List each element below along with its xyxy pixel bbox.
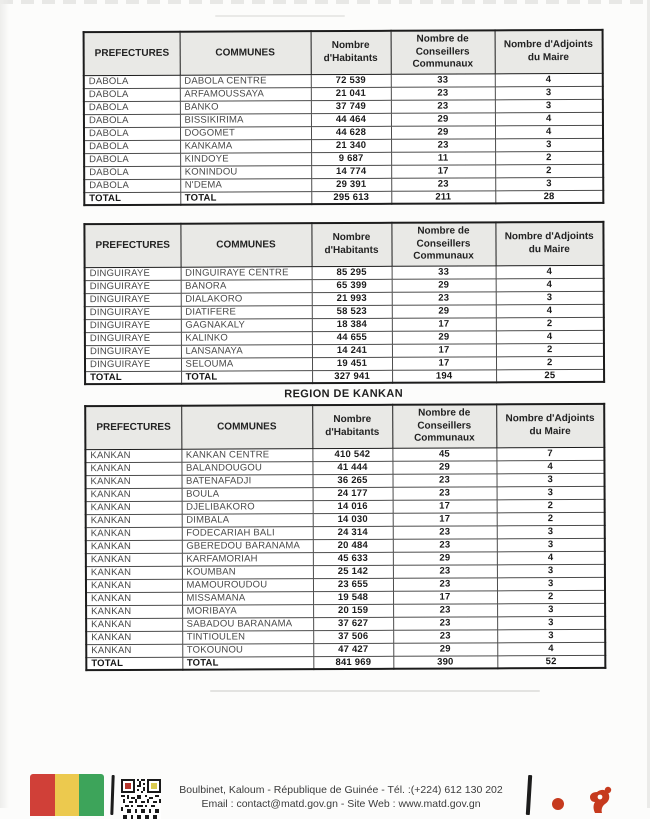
col-header-conseillers: Nombre de Conseillers Communaux: [392, 404, 496, 447]
habitants-cell: 23 655: [313, 578, 393, 591]
conseillers-cell: 23: [391, 177, 495, 190]
conseillers-cell: 211: [391, 190, 495, 203]
habitants-cell: 24 314: [313, 526, 393, 539]
adjoints-cell: 2: [496, 317, 604, 330]
habitants-cell: 45 633: [313, 552, 393, 565]
prefecture-cell: KANKAN: [86, 631, 182, 644]
conseillers-cell: 17: [393, 590, 497, 603]
prefecture-cell: DINGUIRAYE: [85, 319, 181, 332]
col-header-communes: COMMUNES: [180, 31, 311, 75]
habitants-cell: 72 539: [311, 74, 391, 87]
commune-cell: KONINDOU: [180, 165, 311, 179]
conseillers-cell: 23: [393, 616, 497, 629]
adjoints-cell: 4: [496, 278, 604, 291]
conseillers-cell: 17: [393, 512, 497, 525]
habitants-cell: 19 451: [312, 357, 392, 370]
commune-cell: DIMBALA: [182, 513, 313, 527]
habitants-cell: 37 506: [313, 630, 393, 643]
adjoints-cell: 52: [497, 655, 605, 668]
conseillers-cell: 17: [392, 317, 496, 330]
commune-cell: BISSIKIRIMA: [180, 113, 311, 127]
prefecture-cell: KANKAN: [86, 644, 182, 657]
habitants-cell: 44 628: [311, 126, 391, 139]
commune-cell: KINDOYE: [180, 152, 311, 166]
conseillers-cell: 17: [391, 164, 495, 177]
col-header-prefectures: PREFECTURES: [85, 406, 181, 449]
prefecture-cell: DABOLA: [84, 101, 180, 114]
col-header-adjoints: Nombre d'Adjoints du Maire: [495, 222, 603, 265]
prefecture-cell: DINGUIRAYE: [85, 332, 181, 345]
habitants-cell: 20 484: [313, 539, 393, 552]
adjoints-cell: 4: [496, 330, 604, 343]
habitants-cell: 18 384: [312, 318, 392, 331]
habitants-cell: 20 159: [313, 604, 393, 617]
prefecture-cell: KANKAN: [86, 618, 182, 631]
prefecture-cell: KANKAN: [86, 592, 182, 605]
prefecture-cell: DABOLA: [84, 140, 180, 153]
footer-contact: Email : contact@matd.gov.gn - Site Web : www.matd.gov.gn: [201, 798, 481, 810]
habitants-cell: 14 016: [313, 500, 393, 513]
prefecture-cell: DABOLA: [84, 153, 180, 166]
conseillers-cell: 29: [391, 112, 495, 125]
prefecture-cell: KANKAN: [86, 527, 182, 540]
habitants-cell: 29 391: [311, 178, 391, 191]
habitants-cell: 65 399: [312, 279, 392, 292]
col-header-conseillers: Nombre de Conseillers Communaux: [391, 222, 495, 265]
commune-cell: ARFAMOUSSAYA: [180, 87, 311, 101]
commune-cell: SABADOU BARANAMA: [182, 617, 313, 631]
prefecture-cell: DABOLA: [84, 166, 180, 179]
conseillers-cell: 23: [391, 138, 495, 151]
footer-text-block: [155, 783, 527, 811]
conseillers-cell: 45: [392, 447, 496, 460]
conseillers-cell: 23: [392, 473, 496, 486]
col-header-communes: COMMUNES: [180, 223, 311, 267]
conseillers-cell: 29: [392, 460, 496, 473]
prefecture-cell: DABOLA: [84, 75, 180, 88]
conseillers-cell: 23: [391, 99, 495, 112]
ministry-logo-icon: [545, 783, 635, 813]
prefecture-cell: DINGUIRAYE: [85, 345, 181, 358]
adjoints-cell: 2: [496, 356, 604, 369]
prefecture-cell: TOTAL: [85, 371, 181, 384]
prefecture-cell: KANKAN: [86, 553, 182, 566]
adjoints-cell: 3: [495, 99, 603, 112]
commune-cell: TOKOUNOU: [182, 643, 313, 657]
conseillers-cell: 11: [391, 151, 495, 164]
conseillers-cell: 23: [391, 86, 495, 99]
adjoints-cell: 3: [497, 603, 605, 616]
prefecture-cell: KANKAN: [86, 540, 182, 553]
conseillers-cell: 23: [393, 525, 497, 538]
habitants-cell: 41 444: [312, 461, 392, 474]
prefecture-cell: DABOLA: [84, 127, 180, 140]
commune-cell: KANKAMA: [180, 139, 311, 153]
conseillers-cell: 29: [391, 125, 495, 138]
prefecture-cell: DABOLA: [84, 179, 180, 192]
habitants-cell: 44 464: [311, 113, 391, 126]
adjoints-cell: 2: [497, 499, 605, 512]
prefecture-cell: TOTAL: [86, 657, 182, 670]
adjoints-cell: 2: [496, 343, 604, 356]
habitants-cell: 85 295: [312, 266, 392, 279]
commune-cell: MISSAMANA: [182, 591, 313, 605]
conseillers-cell: 23: [392, 291, 496, 304]
conseillers-cell: 33: [392, 265, 496, 278]
commune-cell: KALINKO: [181, 331, 312, 345]
habitants-cell: 295 613: [311, 191, 391, 204]
conseillers-cell: 17: [392, 356, 496, 369]
commune-cell: DJELIBAKORO: [182, 500, 313, 514]
habitants-cell: 25 142: [313, 565, 393, 578]
adjoints-cell: 3: [497, 629, 605, 642]
commune-cell: KOUMBAN: [182, 565, 313, 579]
habitants-cell: 44 655: [312, 331, 392, 344]
conseillers-cell: 23: [393, 564, 497, 577]
commune-cell: BANORA: [181, 279, 312, 293]
habitants-cell: 9 687: [311, 152, 391, 165]
commune-cell: MORIBAYA: [182, 604, 313, 618]
footer-separator: [110, 775, 114, 815]
adjoints-cell: 3: [495, 138, 603, 151]
commune-cell: SELOUMA: [181, 357, 312, 371]
flag-yellow-stripe: [55, 774, 80, 816]
conseillers-cell: 29: [393, 551, 497, 564]
commune-cell: BALANDOUGOU: [181, 461, 312, 475]
adjoints-cell: 2: [495, 164, 603, 177]
prefecture-cell: KANKAN: [85, 475, 181, 488]
prefecture-cell: KANKAN: [86, 566, 182, 579]
adjoints-cell: 4: [495, 112, 603, 125]
commune-cell: MAMOUROUDOU: [182, 578, 313, 592]
prefecture-cell: KANKAN: [86, 501, 182, 514]
conseillers-cell: 23: [393, 577, 497, 590]
prefecture-cell: KANKAN: [86, 579, 182, 592]
prefecture-cell: DABOLA: [84, 114, 180, 127]
adjoints-cell: 3: [496, 473, 604, 486]
region-title: REGION DE KANKAN: [284, 387, 404, 401]
conseillers-cell: 17: [392, 343, 496, 356]
prefecture-cell: KANKAN: [85, 462, 181, 475]
prefecture-cell: DINGUIRAYE: [85, 293, 181, 306]
adjoints-cell: 4: [497, 551, 605, 564]
adjoints-cell: 4: [496, 460, 604, 473]
commune-cell: TOTAL: [182, 656, 313, 670]
col-header-adjoints: Nombre d'Adjoints du Maire: [495, 30, 603, 73]
commune-cell: TINTIOULEN: [182, 630, 313, 644]
prefecture-cell: TOTAL: [84, 192, 180, 205]
footer-separator: [526, 775, 532, 815]
commune-cell: DINGUIRAYE CENTRE: [181, 266, 312, 280]
adjoints-cell: 3: [497, 616, 605, 629]
col-header-communes: COMMUNES: [181, 405, 312, 449]
conseillers-cell: 23: [393, 603, 497, 616]
habitants-cell: 24 177: [313, 487, 393, 500]
col-header-adjoints: Nombre d'Adjoints du Maire: [496, 404, 604, 447]
col-header-habitants: Nombre d'Habitants: [311, 31, 391, 74]
col-header-prefectures: PREFECTURES: [84, 224, 180, 267]
adjoints-cell: 7: [496, 447, 604, 460]
habitants-cell: 37 749: [311, 100, 391, 113]
commune-cell: KARFAMORIAH: [182, 552, 313, 566]
footer-address: Boulbinet, Kaloum - République de Guinée - Tél. :(+224) 612 130 202: [179, 784, 503, 796]
conseillers-cell: 29: [392, 304, 496, 317]
guinea-flag-icon: [30, 774, 104, 816]
adjoints-cell: 3: [495, 177, 603, 190]
adjoints-cell: 3: [497, 538, 605, 551]
commune-cell: DIALAKORO: [181, 292, 312, 306]
conseillers-cell: 23: [393, 486, 497, 499]
adjoints-cell: 3: [497, 486, 605, 499]
conseillers-cell: 23: [393, 538, 497, 551]
habitants-cell: 21 041: [311, 87, 391, 100]
commune-cell: GAGNAKALY: [181, 318, 312, 332]
adjoints-cell: 28: [495, 190, 603, 203]
habitants-cell: 47 427: [313, 643, 393, 656]
conseillers-cell: 29: [392, 278, 496, 291]
commune-cell: TOTAL: [180, 191, 311, 205]
adjoints-cell: 3: [496, 291, 604, 304]
adjoints-cell: 25: [496, 369, 604, 382]
flag-green-stripe: [79, 774, 104, 816]
adjoints-cell: 3: [497, 577, 605, 590]
prefecture-cell: DABOLA: [84, 88, 180, 101]
col-header-prefectures: PREFECTURES: [84, 32, 180, 75]
commune-cell: DIATIFERE: [181, 305, 312, 319]
adjoints-cell: 4: [496, 265, 604, 278]
commune-cell: LANSANAYA: [181, 344, 312, 358]
habitants-cell: 58 523: [312, 305, 392, 318]
habitants-cell: 21 993: [312, 292, 392, 305]
col-header-habitants: Nombre d'Habitants: [311, 223, 391, 266]
adjoints-cell: 4: [495, 73, 603, 86]
adjoints-cell: 3: [497, 525, 605, 538]
col-header-conseillers: Nombre de Conseillers Communaux: [391, 30, 495, 73]
adjoints-cell: 2: [497, 512, 605, 525]
conseillers-cell: 33: [391, 73, 495, 86]
adjoints-cell: 4: [495, 125, 603, 138]
habitants-cell: 37 627: [313, 617, 393, 630]
adjoints-cell: 4: [496, 304, 604, 317]
commune-cell: DABOLA CENTRE: [180, 74, 311, 88]
commune-cell: FODECARIAH BALI: [182, 526, 313, 540]
prefecture-cell: DINGUIRAYE: [85, 280, 181, 293]
conseillers-cell: 29: [393, 642, 497, 655]
prefecture-cell: KANKAN: [85, 449, 181, 462]
commune-cell: N'DEMA: [180, 178, 311, 192]
commune-cell: BANKO: [180, 100, 311, 114]
habitants-cell: 21 340: [311, 139, 391, 152]
conseillers-cell: 194: [392, 369, 496, 382]
commune-cell: BOULA: [182, 487, 313, 501]
habitants-cell: 410 542: [312, 448, 392, 461]
prefecture-cell: KANKAN: [86, 605, 182, 618]
prefecture-cell: DINGUIRAYE: [85, 358, 181, 371]
habitants-cell: 19 548: [313, 591, 393, 604]
adjoints-cell: 2: [495, 151, 603, 164]
habitants-cell: 36 265: [312, 474, 392, 487]
flag-red-stripe: [30, 774, 55, 816]
commune-cell: DOGOMET: [180, 126, 311, 140]
habitants-cell: 14 030: [313, 513, 393, 526]
habitants-cell: 841 969: [313, 656, 393, 669]
conseillers-cell: 17: [393, 499, 497, 512]
conseillers-cell: 23: [393, 629, 497, 642]
conseillers-cell: 29: [392, 330, 496, 343]
prefecture-cell: DINGUIRAYE: [85, 267, 181, 280]
adjoints-cell: 2: [497, 590, 605, 603]
prefecture-cell: DINGUIRAYE: [85, 306, 181, 319]
adjoints-cell: 4: [497, 642, 605, 655]
habitants-cell: 327 941: [312, 370, 392, 383]
commune-cell: TOTAL: [181, 370, 312, 384]
habitants-cell: 14 241: [312, 344, 392, 357]
habitants-cell: 14 774: [311, 165, 391, 178]
col-header-habitants: Nombre d'Habitants: [312, 405, 392, 448]
prefecture-cell: KANKAN: [86, 488, 182, 501]
adjoints-cell: 3: [497, 564, 605, 577]
commune-cell: BATENAFADJI: [181, 474, 312, 488]
prefecture-cell: KANKAN: [86, 514, 182, 527]
adjoints-cell: 3: [495, 86, 603, 99]
commune-cell: GBEREDOU BARANAMA: [182, 539, 313, 553]
conseillers-cell: 390: [393, 655, 497, 668]
commune-cell: KANKAN CENTRE: [181, 448, 312, 462]
